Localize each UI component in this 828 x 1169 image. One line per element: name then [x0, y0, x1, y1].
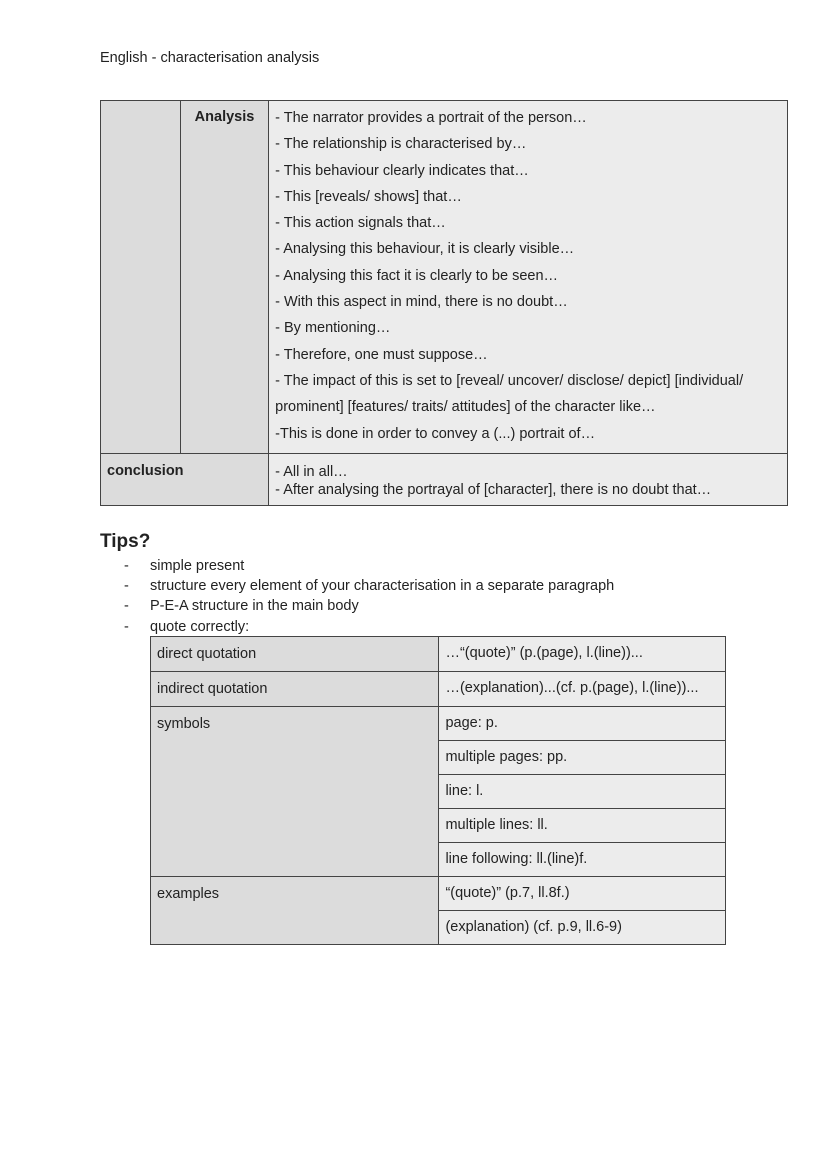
table-row — [151, 637, 726, 672]
phrase-line: - After analysing the portrayal of [character], there is no doubt that… — [275, 481, 712, 498]
analysis-label: Analysis — [180, 101, 268, 454]
example-entry: “(quote)” (p.7, ll.8f.) — [439, 877, 726, 911]
bullet-dash: - — [124, 598, 129, 615]
tips-heading: Tips? — [100, 531, 151, 552]
symbol-entry: line: l. — [439, 775, 726, 809]
conclusion-label: conclusion — [101, 453, 269, 505]
phrase-line: -This is done in order to convey a (...) portrait of… — [275, 425, 596, 442]
empty-cell — [101, 101, 181, 454]
bullet-dash: - — [124, 578, 129, 595]
phrase-line: - Analysing this fact it is clearly to be seen… — [275, 267, 559, 284]
phrase-line: - This action signals that… — [275, 215, 446, 232]
direct-quotation-label: direct quotation — [151, 637, 439, 672]
tips-list — [120, 556, 614, 637]
symbol-entry: page: p. — [439, 707, 726, 741]
symbol-entry: multiple pages: pp. — [439, 741, 726, 775]
phrase-line: - This behaviour clearly indicates that… — [275, 162, 529, 179]
list-item-text: simple present — [150, 558, 245, 574]
indirect-quotation-label: indirect quotation — [151, 672, 439, 707]
list-item-text: quote correctly: — [150, 618, 250, 635]
phrase-line: - The relationship is characterised by… — [275, 136, 527, 153]
list-item — [120, 556, 614, 576]
phrase-line: - Therefore, one must suppose… — [275, 346, 488, 363]
symbol-entry: line following: ll.(line)f. — [439, 843, 726, 877]
phrase-line: prominent] [features/ traits/ attitudes] of the character like… — [275, 399, 656, 416]
conclusion-phrases — [269, 453, 788, 505]
list-item — [120, 617, 614, 637]
analysis-row — [101, 101, 788, 454]
phrase-line: - The narrator provides a portrait of the person… — [275, 110, 587, 126]
phrase-line: - This [reveals/ shows] that… — [275, 188, 462, 205]
list-item — [120, 596, 614, 616]
list-item-text: structure every element of your characterisation in a separate paragraph — [150, 578, 615, 595]
phrase-line: - All in all… — [275, 463, 348, 480]
analysis-table — [100, 100, 788, 506]
indirect-quotation-format: …(explanation)...(cf. p.(page), l.(line))... — [439, 672, 726, 707]
bullet-dash: - — [124, 618, 129, 635]
symbol-entry: multiple lines: ll. — [439, 809, 726, 843]
example-entry: (explanation) (cf. p.9, ll.6-9) — [439, 911, 726, 945]
symbols-label: symbols — [151, 707, 439, 877]
page-title: English - characterisation analysis — [100, 50, 320, 66]
direct-quotation-format: …“(quote)” (p.(page), l.(line))... — [439, 637, 726, 672]
quotation-table — [150, 636, 726, 945]
bullet-dash: - — [124, 558, 129, 574]
table-row — [151, 672, 726, 707]
list-item-text: P-E-A structure in the main body — [150, 598, 359, 615]
phrase-line: - The impact of this is set to [reveal/ uncover/ disclose/ depict] [individual/ — [275, 372, 744, 389]
conclusion-row — [101, 453, 788, 505]
phrase-line: - Analysing this behaviour, it is clearly visible… — [275, 241, 575, 258]
examples-label: examples — [151, 877, 439, 945]
list-item — [120, 576, 614, 596]
table-row — [151, 877, 726, 911]
analysis-phrases — [269, 101, 788, 454]
table-row — [151, 707, 726, 741]
phrase-line: - With this aspect in mind, there is no doubt… — [275, 294, 568, 311]
phrase-line: - By mentioning… — [275, 320, 391, 337]
